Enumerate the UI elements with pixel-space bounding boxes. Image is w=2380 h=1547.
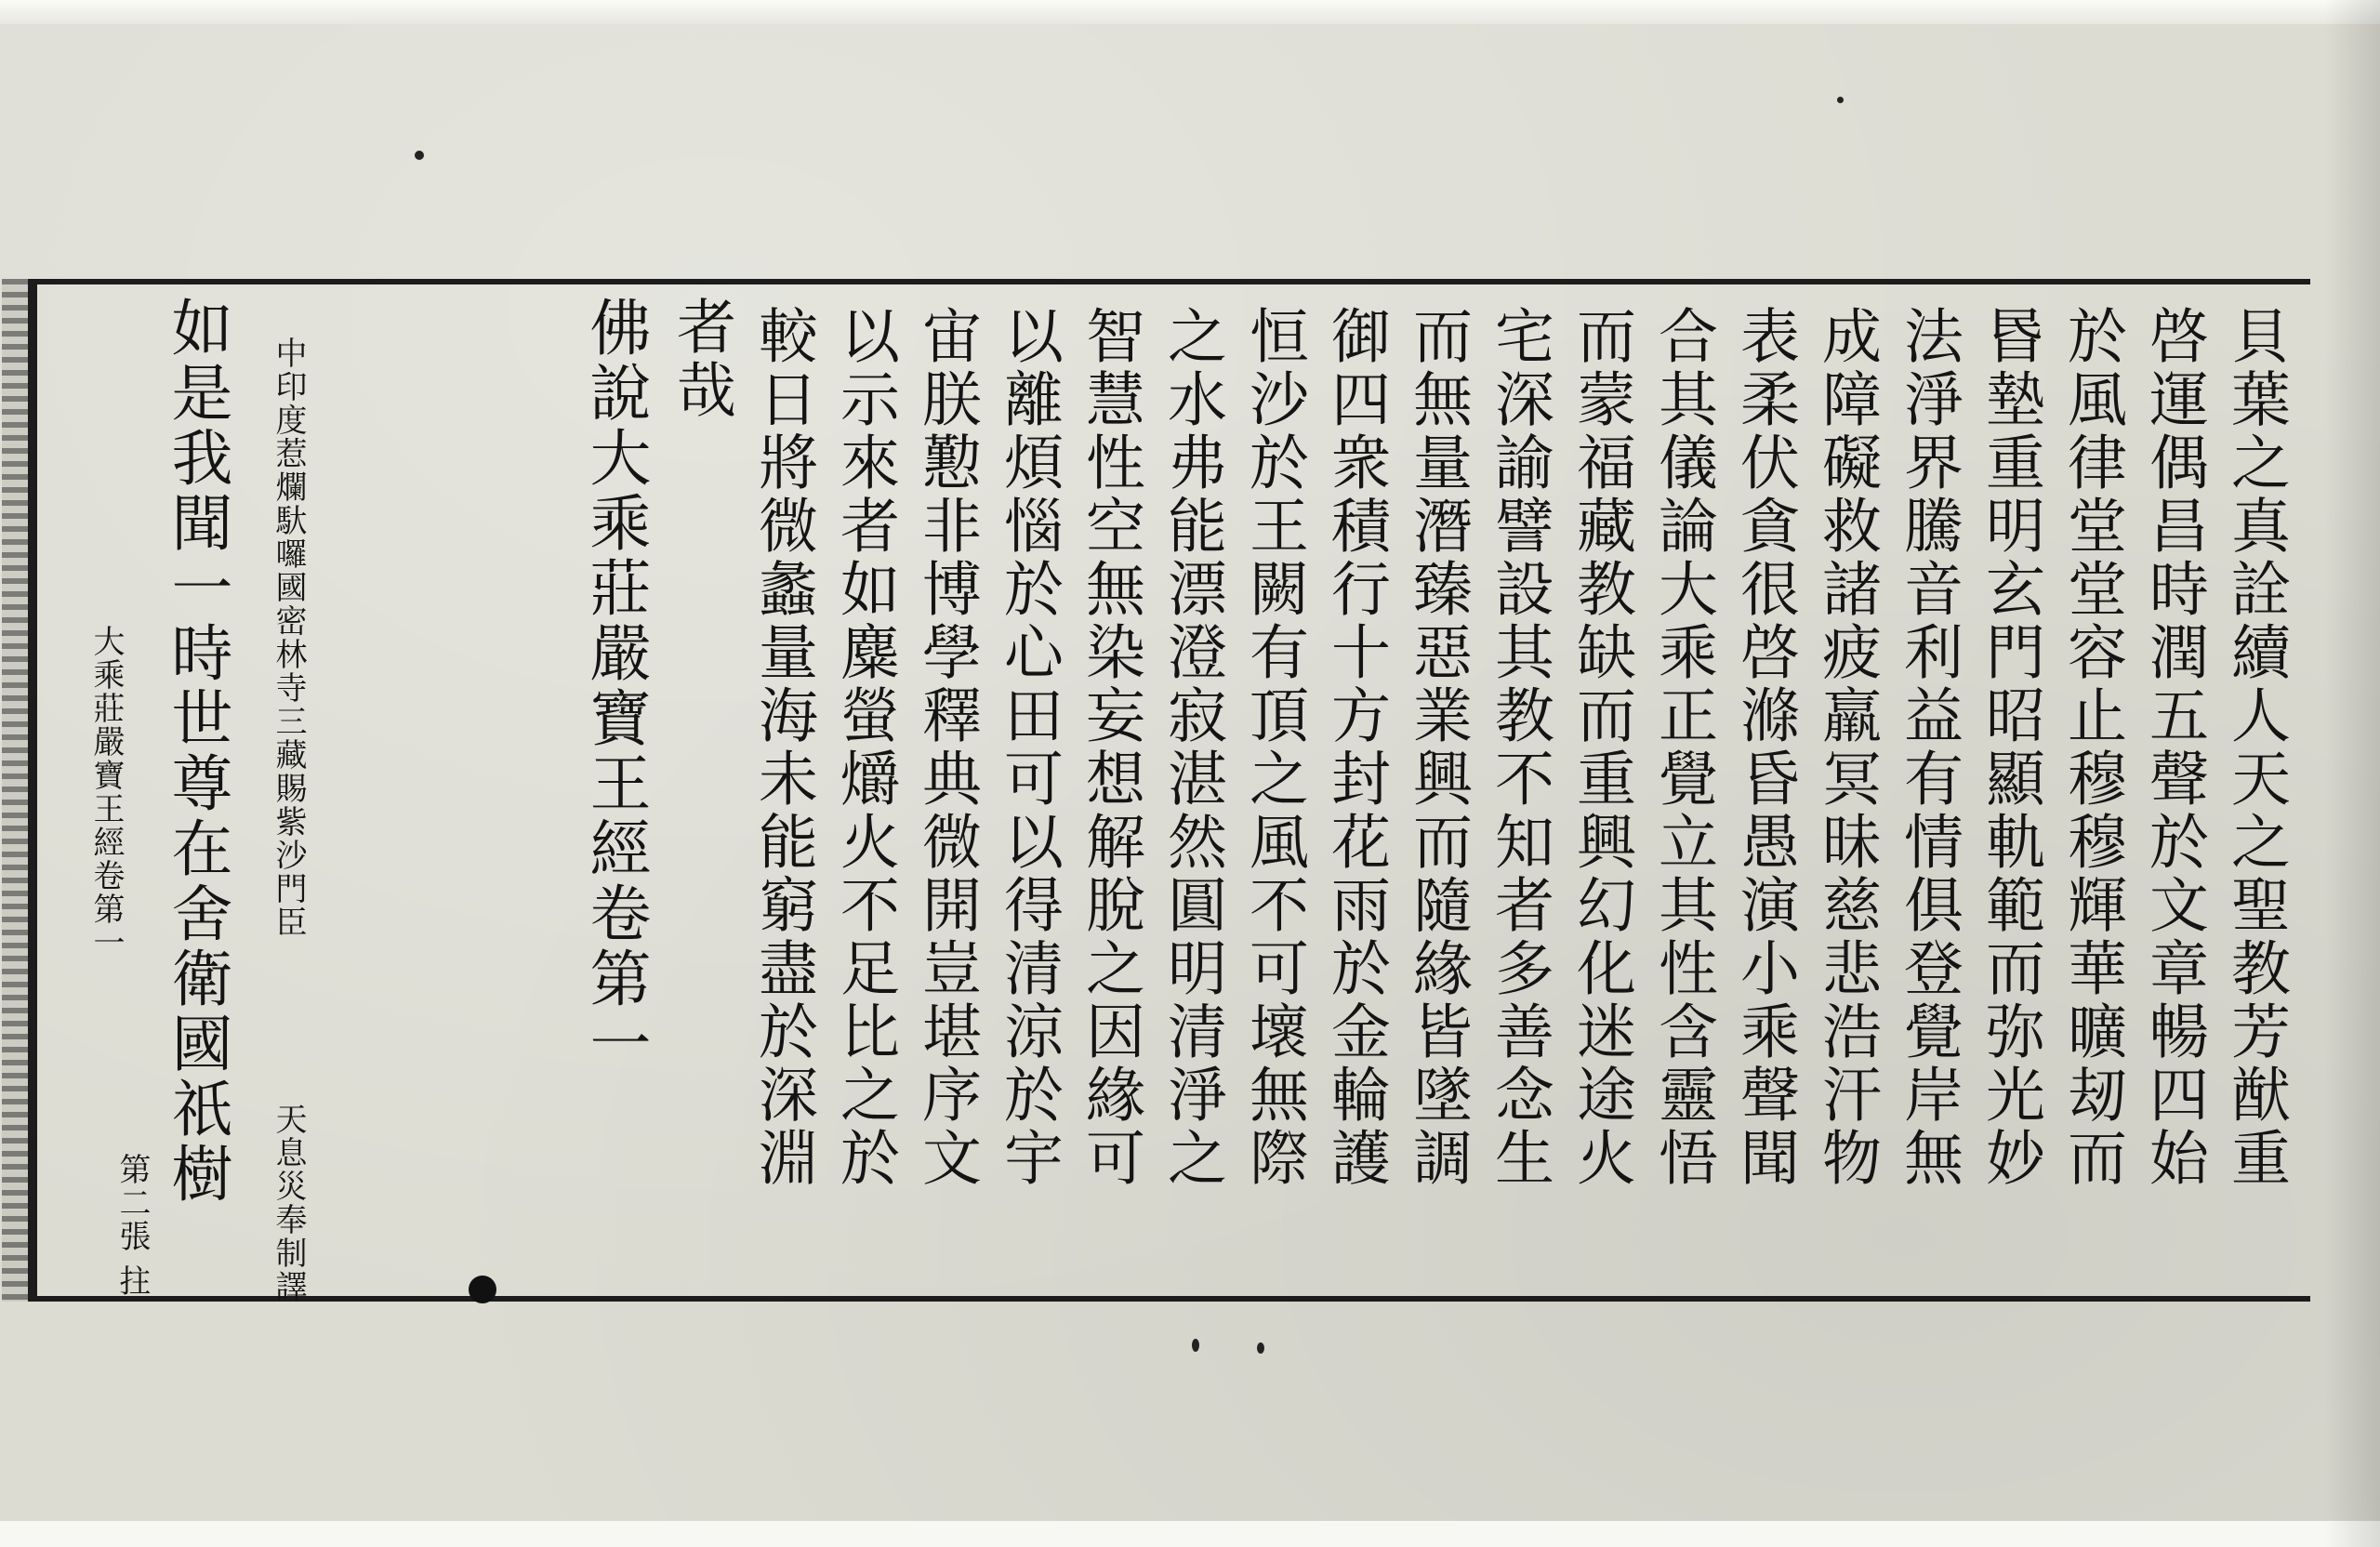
preface-column: 表柔伏貪很啓滌昏愚演小乘聲聞 (1730, 305, 1799, 1190)
ink-speck (1257, 1342, 1264, 1354)
preface-column: 啓運偶昌時潤五聲於文章暢四始 (2139, 305, 2208, 1190)
preface-column: 御四衆積行十方封花雨於金輪護 (1321, 305, 1390, 1190)
sutra-opening-line: 如是我聞一時世尊在舍衛國祇樹 (161, 296, 232, 1207)
margin-title: 大乘莊嚴寶王經卷第一 (87, 625, 125, 959)
preface-column: 貝葉之真詮續人天之聖教芳猷重 (2221, 305, 2290, 1190)
page-bottom-edge (0, 1521, 2380, 1547)
preface-column: 恒沙於王闕有頂之風不可壞無際 (1239, 305, 1308, 1190)
block-margin-strip (2, 279, 28, 1302)
preface-column: 之水弗能漂澄寂湛然圓明清淨之 (1157, 305, 1226, 1190)
preface-column: 宙朕懃非博學釋典微開豈堪序文 (912, 305, 981, 1190)
preface-column: 以離煩惱於心田可以得清涼於宇 (994, 305, 1063, 1190)
page-fold-shadow (2324, 0, 2380, 1547)
preface-column: 智慧性空無染妄想解脫之因緣可 (1076, 305, 1144, 1190)
margin-page-number: 第二張 (113, 1153, 151, 1253)
preface-column: 昬墊重明玄門昭顯軌範而弥光妙 (1976, 305, 2044, 1190)
preface-column: 而蒙福藏教缺而重興幻化迷途火 (1567, 305, 1635, 1190)
sutra-title: 佛說大乘莊嚴寶王經卷第一 (579, 296, 651, 1077)
preface-column: 法淨界騰音利益有情俱登覺岸無 (1894, 305, 1963, 1190)
preface-column: 合其儀論大乘正覺立其性含靈悟 (1648, 305, 1717, 1190)
preface-column: 宅深諭譬設其教不知者多善念生 (1485, 305, 1554, 1190)
page-top-edge (0, 0, 2380, 24)
preface-column: 較日將微蠡量海未能窮盡於深淵 (748, 305, 817, 1190)
preface-column: 者哉 (667, 296, 735, 422)
ink-speck (415, 151, 424, 160)
preface-column: 而無量潛臻惡業興而隨緣皆墜調 (1403, 305, 1472, 1190)
preface-column: 於風律堂堂容止穆穆輝華曠刼而 (2057, 305, 2126, 1190)
ink-speck (1192, 1339, 1199, 1352)
translator-credit: 中印度惹爛馱囉國密林寺三藏賜紫沙門臣 (270, 337, 307, 939)
translator-name: 天息災奉制譯 (270, 1103, 307, 1303)
margin-mark: 拄 (113, 1264, 151, 1298)
ink-blot (469, 1276, 496, 1303)
preface-column: 成障礙救諸疲羸冥昧慈悲浩汗物 (1812, 305, 1881, 1190)
ink-speck (1837, 97, 1844, 103)
preface-column: 以示來者如麋螢爝火不足比之於 (830, 305, 899, 1190)
